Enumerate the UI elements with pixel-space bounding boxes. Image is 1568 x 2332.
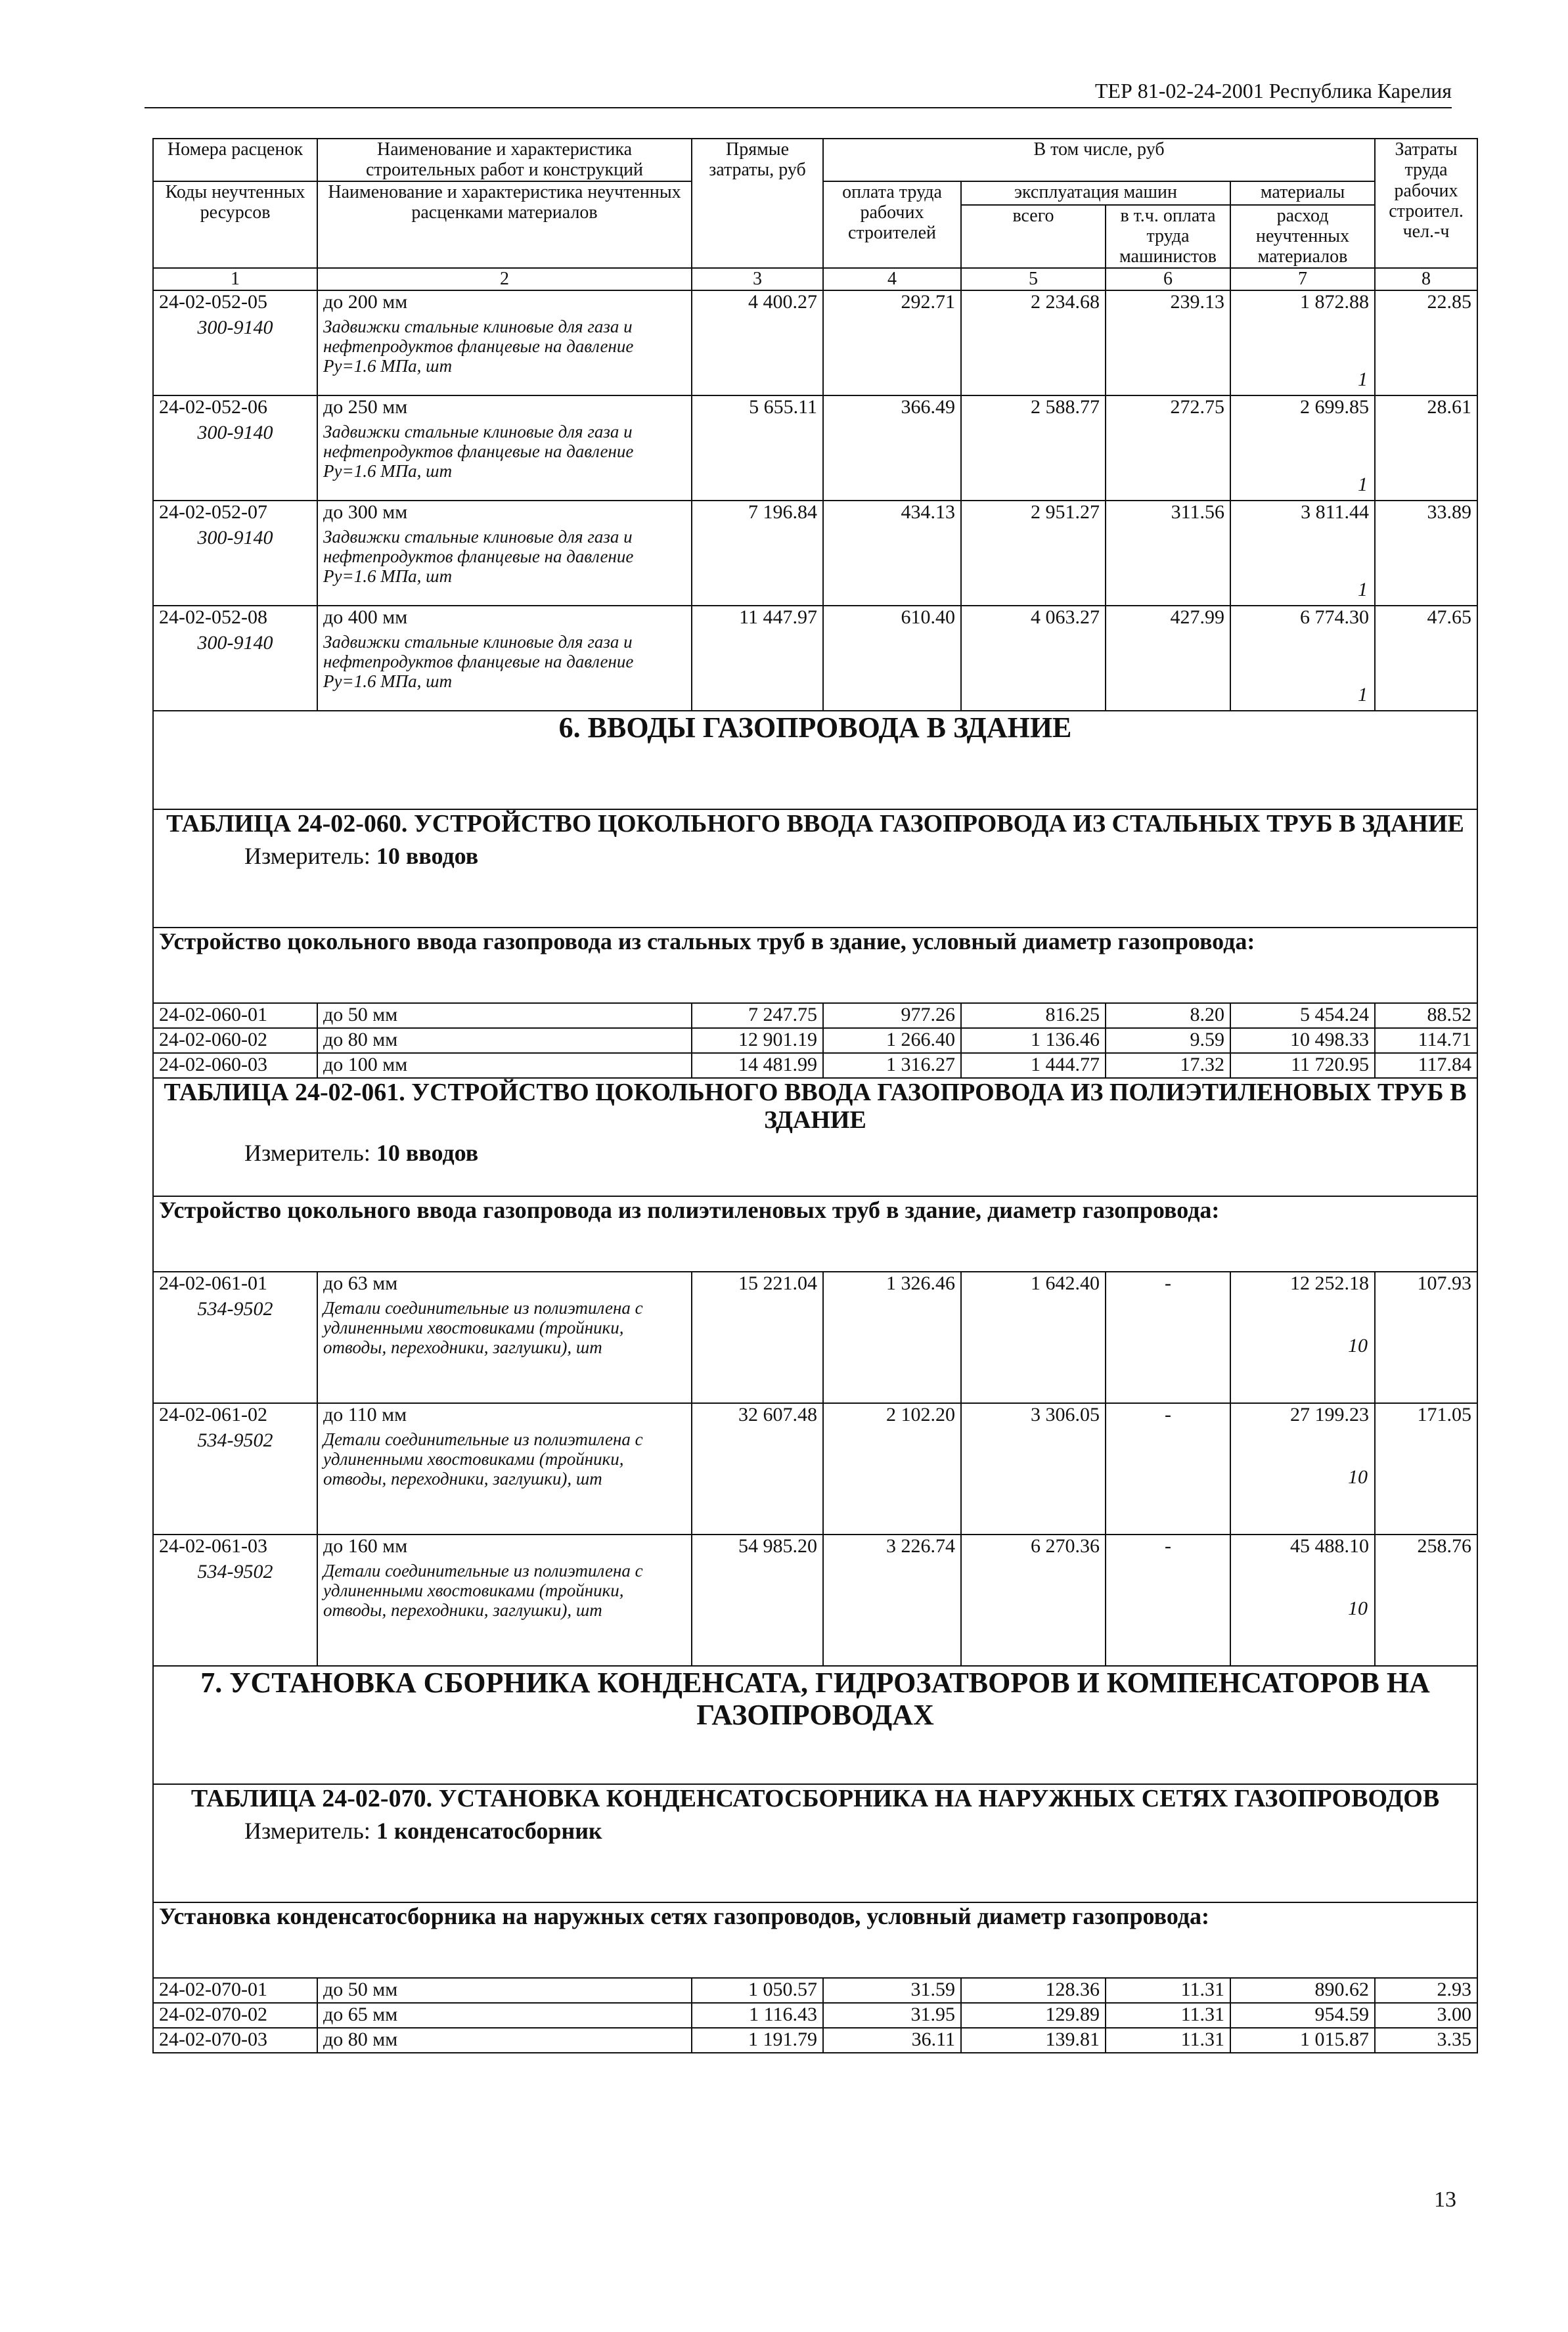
rate-code: 24-02-061-02 xyxy=(153,1403,317,1429)
labor-pay: 31.59 xyxy=(823,1978,961,2003)
meter-line xyxy=(159,1140,1471,1166)
materials xyxy=(1230,1272,1375,1403)
direct-cost: 1 050.57 xyxy=(692,1978,823,2003)
meter-label: Измеритель: xyxy=(244,1818,370,1845)
direct-cost: 54 985.20 xyxy=(692,1535,823,1666)
rate-code: 24-02-052-07 xyxy=(153,501,317,527)
rate-code: 24-02-061-01 xyxy=(153,1272,317,1298)
materials-value: 11 720.95 xyxy=(1230,1053,1375,1078)
machines-header: эксплуатация машин xyxy=(961,181,1230,205)
meter-line xyxy=(159,843,1471,869)
labor-pay: 292.71 xyxy=(823,290,961,395)
rate-code: 24-02-070-03 xyxy=(153,2028,317,2053)
materials xyxy=(1230,1403,1375,1535)
materials-value: 27 199.23 xyxy=(1290,1403,1370,1425)
rate-code: 24-02-061-03 xyxy=(153,1535,317,1561)
col-number: 2 xyxy=(317,268,692,290)
table-subtitle: Установка конденсатосборника на наружных сетях газопроводов, условный диаметр газопровода: xyxy=(153,1902,1477,1978)
rate-code: 24-02-060-01 xyxy=(153,1003,317,1028)
rate-name: до 50 мм xyxy=(317,1003,692,1028)
materials-header: материалы xyxy=(1230,181,1375,205)
table-header xyxy=(153,139,1477,290)
materials xyxy=(1230,1535,1375,1666)
materials-value: 890.62 xyxy=(1230,1978,1375,2003)
meter-value: 10 вводов xyxy=(376,843,479,870)
table-title-060 xyxy=(153,809,1477,928)
machines-total: 6 270.36 xyxy=(961,1535,1106,1666)
machines-operator: 17.32 xyxy=(1106,1053,1230,1078)
materials-unit: 1 xyxy=(1358,369,1368,391)
machines-operator-header: в т.ч. оплата труда машинистов xyxy=(1106,205,1230,268)
table-subtitle: Устройство цокольного ввода газопровода из стальных труб в здание, условный диаметр газопровода: xyxy=(153,928,1477,1003)
rate-name: до 250 мм xyxy=(317,395,692,422)
labor-pay: 977.26 xyxy=(823,1003,961,1028)
labor-pay: 434.13 xyxy=(823,501,961,606)
rate-code: 24-02-060-02 xyxy=(153,1028,317,1053)
rate-name: до 63 мм xyxy=(317,1272,692,1298)
machines-operator: 11.31 xyxy=(1106,1978,1230,2003)
resource-description: Детали соединительные из полиэтилена с удлиненными хвостовиками (тройники, отводы, переходники, заглушки), шт xyxy=(317,1561,692,1666)
machines-total: 2 951.27 xyxy=(961,501,1106,606)
section-title: 7. УСТАНОВКА СБОРНИКА КОНДЕНСАТА, ГИДРОЗАТВОРОВ И КОМПЕНСАТОРОВ НА ГАЗОПРОВОДАХ xyxy=(153,1666,1477,1784)
col-number: 7 xyxy=(1230,268,1375,290)
col-number: 8 xyxy=(1375,268,1477,290)
rate-code: 24-02-052-08 xyxy=(153,606,317,632)
materials-unit: 10 xyxy=(1348,1466,1368,1488)
labor-hours: 47.65 xyxy=(1375,606,1477,711)
rate-code: 24-02-070-02 xyxy=(153,2003,317,2028)
col1-top-header: Номера расценок xyxy=(153,139,317,181)
table-title-text: ТАБЛИЦА 24-02-070. УСТАНОВКА КОНДЕНСАТОСБОРНИКА НА НАРУЖНЫХ СЕТЯХ ГАЗОПРОВОДОВ xyxy=(190,1784,1440,1812)
resource-code: 300-9140 xyxy=(153,527,317,606)
materials-unit: 10 xyxy=(1348,1334,1368,1357)
labor-hours: 22.85 xyxy=(1375,290,1477,395)
machines-operator: 311.56 xyxy=(1106,501,1230,606)
group-052 xyxy=(153,290,1477,711)
labor-hours: 114.71 xyxy=(1375,1028,1477,1053)
machines-operator: 11.31 xyxy=(1106,2003,1230,2028)
resource-code: 534-9502 xyxy=(153,1429,317,1535)
labor-hours: 2.93 xyxy=(1375,1978,1477,2003)
table-title-text: ТАБЛИЦА 24-02-060. УСТРОЙСТВО ЦОКОЛЬНОГО ВВОДА ГАЗОПРОВОДА ИЗ СТАЛЬНЫХ ТРУБ В ЗДАНИЕ xyxy=(166,809,1464,838)
labor-pay: 1 326.46 xyxy=(823,1272,961,1403)
machines-total: 1 444.77 xyxy=(961,1053,1106,1078)
resource-code: 300-9140 xyxy=(153,317,317,395)
materials-unit: 1 xyxy=(1358,684,1368,706)
rate-name: до 100 мм xyxy=(317,1053,692,1078)
resource-description: Детали соединительные из полиэтилена с удлиненными хвостовиками (тройники, отводы, переходники, заглушки), шт xyxy=(317,1429,692,1535)
direct-cost: 5 655.11 xyxy=(692,395,823,501)
resource-description: Задвижки стальные клиновые для газа и нефтепродуктов фланцевые на давление Ру=1.6 МПа, шт xyxy=(317,317,692,395)
labor-hours: 107.93 xyxy=(1375,1272,1477,1403)
machines-total: 1 642.40 xyxy=(961,1272,1106,1403)
labor-hours: 88.52 xyxy=(1375,1003,1477,1028)
labor-header: Затраты труда рабочих строител. чел.-ч xyxy=(1375,139,1477,268)
rate-name: до 110 мм xyxy=(317,1403,692,1429)
col-number: 3 xyxy=(692,268,823,290)
machines-total: 3 306.05 xyxy=(961,1403,1106,1535)
direct-cost: 7 196.84 xyxy=(692,501,823,606)
labor-pay: 31.95 xyxy=(823,2003,961,2028)
labor-pay: 3 226.74 xyxy=(823,1535,961,1666)
machines-total: 128.36 xyxy=(961,1978,1106,2003)
resource-description: Задвижки стальные клиновые для газа и нефтепродуктов фланцевые на давление Ру=1.6 МПа, шт xyxy=(317,422,692,501)
rate-code: 24-02-052-05 xyxy=(153,290,317,317)
resource-code: 300-9140 xyxy=(153,632,317,711)
direct-cost: 7 247.75 xyxy=(692,1003,823,1028)
meter-value: 1 конденсатосборник xyxy=(376,1818,602,1845)
machines-operator: - xyxy=(1106,1272,1230,1403)
labor-hours: 171.05 xyxy=(1375,1403,1477,1535)
machines-total: 129.89 xyxy=(961,2003,1106,2028)
rate-code: 24-02-070-01 xyxy=(153,1978,317,2003)
rate-name: до 400 мм xyxy=(317,606,692,632)
rate-name: до 200 мм xyxy=(317,290,692,317)
direct-costs-header: Прямые затраты, руб xyxy=(692,139,823,268)
materials-sub-header: расход неучтенных материалов xyxy=(1230,205,1375,268)
materials-value: 5 454.24 xyxy=(1230,1003,1375,1028)
materials-value: 10 498.33 xyxy=(1230,1028,1375,1053)
incl-header: В том числе, руб xyxy=(823,139,1375,181)
labor-pay: 1 316.27 xyxy=(823,1053,961,1078)
machines-total: 4 063.27 xyxy=(961,606,1106,711)
materials-value: 6 774.30 xyxy=(1300,606,1370,628)
page-header: ТЕР 81-02-24-2001 Республика Карелия xyxy=(145,79,1452,108)
rate-code: 24-02-060-03 xyxy=(153,1053,317,1078)
rate-name: до 80 мм xyxy=(317,2028,692,2053)
resource-code: 534-9502 xyxy=(153,1298,317,1403)
materials-value: 12 252.18 xyxy=(1290,1272,1370,1294)
machines-operator: 272.75 xyxy=(1106,395,1230,501)
direct-cost: 15 221.04 xyxy=(692,1272,823,1403)
labor-hours: 258.76 xyxy=(1375,1535,1477,1666)
resource-code: 300-9140 xyxy=(153,422,317,501)
materials-value: 1 015.87 xyxy=(1230,2028,1375,2053)
table-title-text: ТАБЛИЦА 24-02-061. УСТРОЙСТВО ЦОКОЛЬНОГО ВВОДА ГАЗОПРОВОДА ИЗ ПОЛИЭТИЛЕНОВЫХ ТРУБ В ЗДАНИЕ xyxy=(164,1078,1467,1134)
direct-cost: 4 400.27 xyxy=(692,290,823,395)
labor-hours: 28.61 xyxy=(1375,395,1477,501)
machines-operator: 427.99 xyxy=(1106,606,1230,711)
direct-cost: 1 116.43 xyxy=(692,2003,823,2028)
materials-value: 1 872.88 xyxy=(1300,290,1370,313)
section-title: 6. ВВОДЫ ГАЗОПРОВОДА В ЗДАНИЕ xyxy=(153,711,1477,809)
labor-hours: 3.35 xyxy=(1375,2028,1477,2053)
machines-operator: - xyxy=(1106,1403,1230,1535)
direct-cost: 11 447.97 xyxy=(692,606,823,711)
materials-value: 954.59 xyxy=(1230,2003,1375,2028)
labor-hours: 3.00 xyxy=(1375,2003,1477,2028)
col-number: 1 xyxy=(153,268,317,290)
resource-code: 534-9502 xyxy=(153,1561,317,1666)
rate-name: до 65 мм xyxy=(317,2003,692,2028)
labor-pay-header: оплата труда рабочих строителей xyxy=(823,181,961,268)
rate-name: до 50 мм xyxy=(317,1978,692,2003)
machines-total: 1 136.46 xyxy=(961,1028,1106,1053)
machines-operator: 9.59 xyxy=(1106,1028,1230,1053)
page-number: 13 xyxy=(1434,2187,1456,2212)
meter-value: 10 вводов xyxy=(376,1139,479,1166)
machines-operator: 239.13 xyxy=(1106,290,1230,395)
meter-line xyxy=(159,1818,1471,1844)
col-number: 4 xyxy=(823,268,961,290)
direct-cost: 32 607.48 xyxy=(692,1403,823,1535)
materials-unit: 1 xyxy=(1358,579,1368,601)
col-number: 6 xyxy=(1106,268,1230,290)
machines-total: 139.81 xyxy=(961,2028,1106,2053)
labor-pay: 610.40 xyxy=(823,606,961,711)
labor-pay: 366.49 xyxy=(823,395,961,501)
meter-label: Измеритель: xyxy=(244,1139,370,1166)
col2-top-header: Наименование и характеристика строительных работ и конструкций xyxy=(317,139,692,181)
col-number: 5 xyxy=(961,268,1106,290)
rate-code: 24-02-052-06 xyxy=(153,395,317,422)
machines-total: 2 234.68 xyxy=(961,290,1106,395)
resource-description: Детали соединительные из полиэтилена с удлиненными хвостовиками (тройники, отводы, переходники, заглушки), шт xyxy=(317,1298,692,1403)
machines-operator: 8.20 xyxy=(1106,1003,1230,1028)
materials-value: 2 699.85 xyxy=(1300,395,1370,418)
machines-total: 816.25 xyxy=(961,1003,1106,1028)
resource-description: Задвижки стальные клиновые для газа и нефтепродуктов фланцевые на давление Ру=1.6 МПа, шт xyxy=(317,527,692,606)
table-title-061 xyxy=(153,1078,1477,1196)
labor-pay: 1 266.40 xyxy=(823,1028,961,1053)
table-subtitle: Устройство цокольного ввода газопровода из полиэтиленовых труб в здание, диаметр газопровода: xyxy=(153,1196,1477,1272)
machines-operator: - xyxy=(1106,1535,1230,1666)
materials xyxy=(1230,501,1375,606)
machines-operator: 11.31 xyxy=(1106,2028,1230,2053)
col1-bottom-header: Коды неучтенных ресурсов xyxy=(153,181,317,268)
machines-total: 2 588.77 xyxy=(961,395,1106,501)
direct-cost: 12 901.19 xyxy=(692,1028,823,1053)
materials-value: 3 811.44 xyxy=(1301,501,1370,523)
materials xyxy=(1230,395,1375,501)
rate-name: до 80 мм xyxy=(317,1028,692,1053)
rate-name: до 300 мм xyxy=(317,501,692,527)
materials-unit: 10 xyxy=(1348,1597,1368,1619)
rate-name: до 160 мм xyxy=(317,1535,692,1561)
col2-bottom-header: Наименование и характеристика неучтенных расценками материалов xyxy=(317,181,692,268)
table-title-070 xyxy=(153,1784,1477,1902)
labor-pay: 2 102.20 xyxy=(823,1403,961,1535)
materials-unit: 1 xyxy=(1358,474,1368,496)
rates-table xyxy=(152,138,1478,2053)
materials xyxy=(1230,290,1375,395)
labor-pay: 36.11 xyxy=(823,2028,961,2053)
meter-label: Измеритель: xyxy=(244,843,370,870)
labor-hours: 117.84 xyxy=(1375,1053,1477,1078)
materials-value: 45 488.10 xyxy=(1290,1535,1370,1557)
machines-total-header: всего xyxy=(961,205,1106,268)
direct-cost: 14 481.99 xyxy=(692,1053,823,1078)
resource-description: Задвижки стальные клиновые для газа и нефтепродуктов фланцевые на давление Ру=1.6 МПа, шт xyxy=(317,632,692,711)
labor-hours: 33.89 xyxy=(1375,501,1477,606)
materials xyxy=(1230,606,1375,711)
direct-cost: 1 191.79 xyxy=(692,2028,823,2053)
